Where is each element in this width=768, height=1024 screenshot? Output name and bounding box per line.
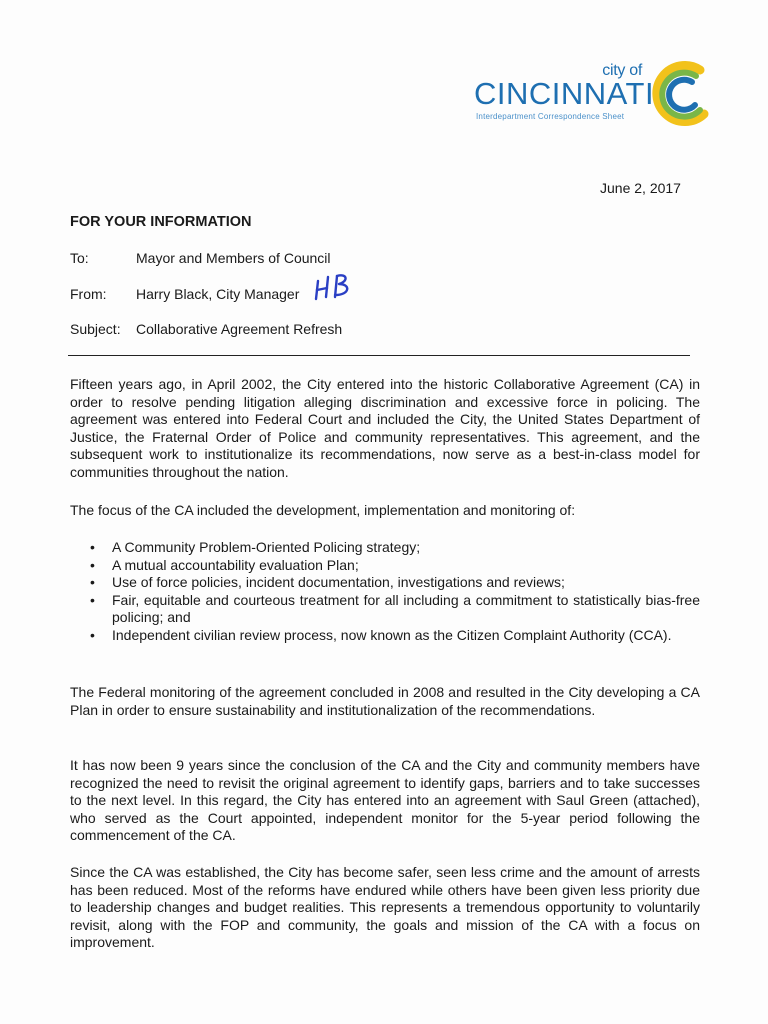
to-value: Mayor and Members of Council [136,250,331,266]
memo-type-heading: FOR YOUR INFORMATION [70,214,252,230]
paragraph-1: Fifteen years ago, in April 2002, the City entered into the historic Collaborative Agreement (CA) in order to resolve pending litigation alleging discrimination and excessive force in policing. The agreement was entered into Federal Court and included the City, the United States Department of Justice, the Fraternal Order of Police and community representatives. This agreement, and the subsequent work to institutionalize its recommendations, now serve as a best-in-class model for communities throughout the nation. [70,376,700,480]
logo-city-name: CINCINNATI [474,76,655,111]
memo-date: June 2, 2017 [600,180,681,196]
to-label: To: [70,250,89,266]
paragraph-4: It has now been 9 years since the conclusion of the CA and the City and community members have recognized the need to revisit the original agreement to identify gaps, barriers and to take successes to the next level. In this regard, the City has entered into an agreement with Saul Green (attached), who served as the Court appointed, independent monitor for the 5-year period following the commencement of the CA. [70,757,700,844]
from-value: Harry Black, City Manager [136,286,300,302]
paragraph-5: Since the CA was established, the City has become safer, seen less crime and the amount of arrests has been reduced. Most of the reforms have endured while others have been given less priority due to leadership changes and budget realities. This represents a tremendous opportunity to voluntarily revisit, along with the FOP and community, the goals and mission of the CA with a focus on improvement. [70,864,700,951]
list-item: • Use of force policies, incident documentation, investigations and reviews; [88,574,700,592]
focus-bullet-list [88,539,700,645]
header-divider [68,355,690,356]
subject-value: Collaborative Agreement Refresh [136,321,343,337]
list-item: • Independent civilian review process, now known as the Citizen Complaint Authority (CCA). [88,627,700,645]
from-label: From: [70,286,107,302]
paragraph-3: The Federal monitoring of the agreement concluded in 2008 and resulted in the City developing a CA Plan in order to ensure sustainability and institutionalization of the recommendations. [70,684,700,718]
handwritten-initials-signature [313,271,357,303]
list-item: • A mutual accountability evaluation Plan; [88,557,700,575]
list-item: • Fair, equitable and courteous treatment for all including a commitment to statistically bias-free policing; and [88,592,700,627]
list-item: • A Community Problem-Oriented Policing strategy; [88,539,700,557]
logo-subtitle: Interdepartment Correspondence Sheet [476,112,625,121]
city-c-logo-icon [648,58,714,128]
subject-label: Subject: [70,321,121,337]
city-logo [470,58,720,128]
paragraph-2: The focus of the CA included the development, implementation and monitoring of: [70,502,576,518]
logo-city-of: city of [602,62,642,79]
